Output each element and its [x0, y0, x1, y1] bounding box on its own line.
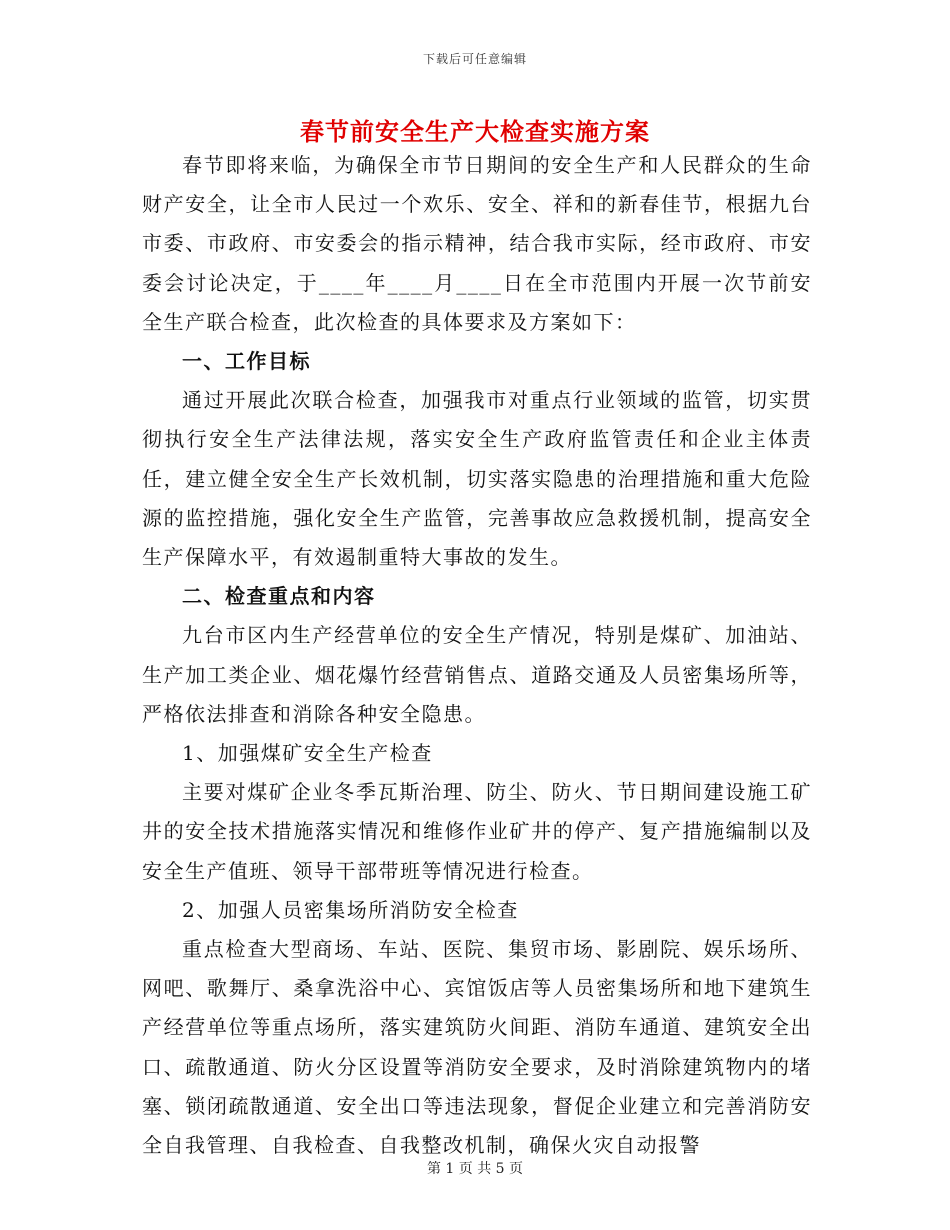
section-2-paragraph: 九台市区内生产经营单位的安全生产情况，特别是煤矿、加油站、生产加工类企业、烟花爆竹经营销售点、道路交通及人员密集场所等，严格依法排查和消除各种安全隐患。	[142, 623, 812, 726]
document-title: 春节前安全生产大检查实施方案	[300, 118, 650, 146]
section-1-heading: 一、工作目标	[182, 349, 311, 374]
item-1-heading: 1、加强煤矿安全生产检查	[182, 741, 433, 766]
page-number-footer: 第 1 页 共 5 页	[426, 1161, 524, 1177]
header-note: 下载后可任意编辑	[422, 52, 527, 66]
item-2-paragraph: 重点检查大型商场、车站、医院、集贸市场、影剧院、娱乐场所、网吧、歌舞厅、桑拿洗浴中心、宾馆饭店等人员密集场所和地下建筑生产经营单位等重点场所，落实建筑防火间距、消防车通道、建筑安全出口、疏散通道、防火分区设置等消防安全要求，及时消除建筑物内的堵塞、锁闭疏散通道、安全出口等违法现象，督促企业建立和完善消防安全自我管理、自我检查、自我整改机制，确保火灾自动报警	[142, 937, 812, 1158]
document-body	[142, 146, 812, 1165]
section-2-heading: 二、检查重点和内容	[182, 584, 376, 609]
item-1-paragraph: 主要对煤矿企业冬季瓦斯治理、防尘、防火、节日期间建设施工矿井的安全技术措施落实情况和维修作业矿井的停产、复产措施编制以及安全生产值班、领导干部带班等情况进行检查。	[142, 780, 812, 883]
section-1-paragraph: 通过开展此次联合检查，加强我市对重点行业领域的监管，切实贯彻执行安全生产法律法规，落实安全生产政府监管责任和企业主体责任，建立健全安全生产长效机制，切实落实隐患的治理措施和重大危险源的监控措施，强化安全生产监管，完善事故应急救援机制，提高安全生产保障水平，有效遏制重特大事故的发生。	[142, 388, 812, 570]
intro-paragraph: 春节即将来临，为确保全市节日期间的安全生产和人民群众的生命财产安全，让全市人民过一个欢乐、安全、祥和的新春佳节，根据九台市委、市政府、市安委会的指示精神，结合我市实际，经市政府、市安委会讨论决定，于____年____月____日在全市范围内开展一次节前安全生产联合检查，此次检查的具体要求及方案如下：	[142, 153, 812, 334]
item-2-heading: 2、加强人员密集场所消防安全检查	[182, 897, 519, 922]
